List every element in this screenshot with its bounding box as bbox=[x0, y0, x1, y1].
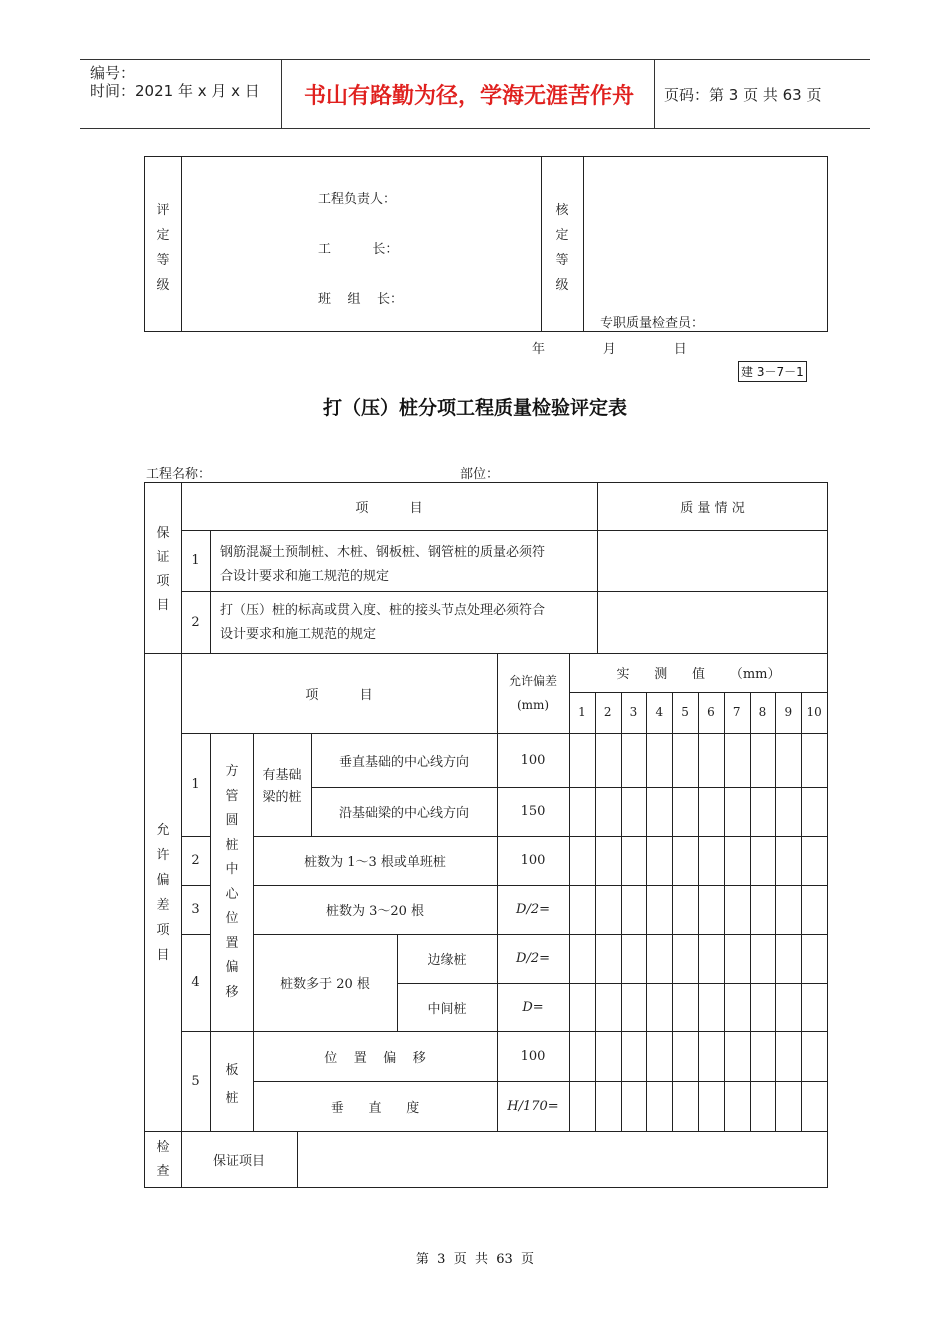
guarantee-side-text bbox=[153, 522, 173, 618]
vertical-char: 圆 bbox=[225, 813, 239, 828]
measure-column-header: 9 bbox=[784, 705, 793, 719]
deviation-side-text bbox=[153, 818, 173, 968]
divider bbox=[297, 1131, 298, 1187]
vertical-char: 偏 bbox=[156, 873, 170, 888]
measure-column-line bbox=[698, 692, 699, 1131]
form-code: 建 3－7－1 bbox=[738, 361, 807, 382]
deviation-sub-item: 中间桩 bbox=[427, 1001, 467, 1017]
motto: 书山有路勤为径，学海无涯苦作舟 bbox=[303, 83, 634, 109]
deviation-side-label bbox=[153, 818, 173, 968]
allow-value: 100 bbox=[520, 1048, 546, 1064]
vertical-char: 检 bbox=[156, 1140, 170, 1155]
measure-column-line bbox=[672, 692, 673, 1131]
vertical-char: 目 bbox=[156, 598, 170, 613]
vertical-char: 证 bbox=[156, 550, 170, 565]
inspector-label: 专职质量检查员： bbox=[600, 316, 705, 331]
deviation-item: 垂直基础的中心线方向 bbox=[338, 754, 469, 770]
team-leader-label: 班 组 长： bbox=[318, 292, 404, 307]
vertical-char: 查 bbox=[156, 1164, 170, 1179]
vertical-char: 允 bbox=[156, 823, 170, 838]
vertical-char: 偏 bbox=[225, 960, 239, 975]
measure-column-header: 5 bbox=[681, 705, 689, 719]
row-no: 5 bbox=[191, 1073, 200, 1089]
row-no: 3 bbox=[191, 902, 200, 917]
measure-column-line bbox=[801, 692, 802, 1131]
guarantee-row-text bbox=[220, 599, 545, 647]
deviation-item: 位 置 偏 移 bbox=[324, 1050, 426, 1066]
vertical-char: 管 bbox=[225, 788, 239, 804]
vertical-char: 级 bbox=[555, 278, 569, 293]
row-no: 4 bbox=[191, 975, 200, 990]
project-name-label: 工程名称： bbox=[146, 467, 212, 482]
deviation-item: 垂 直 度 bbox=[330, 1100, 420, 1116]
vertical-char: 置 bbox=[225, 935, 239, 951]
page-info: 页码：第 3 页 共 63 页 bbox=[664, 85, 822, 104]
guarantee-item-header: 项 目 bbox=[355, 500, 423, 516]
guarantee-side-label bbox=[153, 522, 173, 618]
divider bbox=[583, 157, 584, 331]
allow-value: H/170= bbox=[507, 1098, 559, 1114]
guarantee-row-text bbox=[220, 541, 545, 589]
location-label: 部位： bbox=[460, 467, 500, 482]
measure-column-header: 4 bbox=[655, 705, 664, 719]
pile-group-text bbox=[222, 760, 242, 1005]
time-label: 时间：2021 年 x 月 x 日 bbox=[90, 82, 260, 100]
rating-side-text bbox=[153, 198, 173, 298]
deviation-sub-item: 边缘桩 bbox=[427, 953, 467, 968]
vertical-char: 许 bbox=[156, 848, 170, 863]
guarantee-row-no: 2 bbox=[191, 614, 200, 630]
deviation-item: 桩数为 3～20 根 bbox=[325, 904, 425, 919]
allow-header bbox=[497, 660, 569, 726]
guarantee-quality-header: 质 量 情 况 bbox=[680, 500, 745, 516]
vertical-char: 定 bbox=[555, 228, 569, 243]
foreman-label: 工 长： bbox=[318, 242, 399, 257]
vertical-char: 级 bbox=[156, 278, 170, 293]
board-pile-text bbox=[222, 1057, 242, 1113]
measure-column-header: 3 bbox=[629, 705, 638, 719]
guarantee-row-line: 钢筋混凝土预制桩、木桩、钢板桩、钢管桩的质量必须符 bbox=[220, 545, 546, 560]
allow-value: 100 bbox=[520, 752, 546, 768]
vertical-char: 保 bbox=[156, 526, 170, 541]
vertical-char: 板 bbox=[225, 1063, 239, 1078]
row-no: 2 bbox=[191, 853, 200, 868]
page-title: 打（压）桩分项工程质量检验评定表 bbox=[322, 397, 627, 419]
divider bbox=[181, 530, 827, 531]
allow-value: 150 bbox=[520, 804, 546, 819]
vertical-char: 位 bbox=[225, 911, 239, 926]
vertical-char: 项 bbox=[156, 923, 170, 938]
measure-column-line bbox=[621, 692, 622, 1131]
row-no: 1 bbox=[191, 777, 200, 792]
vertical-char: 中 bbox=[225, 862, 239, 877]
rating-table bbox=[144, 156, 828, 332]
deviation-item: 桩数为 1～3 根或单班桩 bbox=[304, 855, 446, 870]
page-header bbox=[80, 59, 870, 129]
page-footer: 第 3 页 共 63 页 bbox=[415, 1252, 535, 1267]
verify-side-label bbox=[552, 198, 572, 298]
vertical-char: 项 bbox=[156, 574, 170, 589]
measure-column-header: 1 bbox=[578, 705, 586, 719]
vertical-char: 定 bbox=[156, 228, 170, 243]
measure-column-header: 7 bbox=[732, 705, 741, 719]
measure-column-header: 8 bbox=[758, 705, 767, 719]
vertical-char: 移 bbox=[225, 984, 239, 1000]
doc-number-label: 编号： bbox=[90, 64, 136, 82]
divider bbox=[541, 157, 542, 331]
vertical-char: 桩 bbox=[225, 1091, 239, 1106]
pile-group-label bbox=[222, 760, 242, 1005]
allow-value: D= bbox=[522, 999, 544, 1015]
vertical-char: 方 bbox=[225, 764, 239, 779]
allow-value: 100 bbox=[520, 853, 546, 868]
divider bbox=[210, 733, 211, 1131]
measure-column-header: 6 bbox=[707, 705, 715, 719]
measure-column-line bbox=[750, 692, 751, 1131]
measure-column-line bbox=[724, 692, 725, 1131]
guarantee-row-line: 打（压）桩的标高或贯入度、桩的接头节点处理必须符合 bbox=[220, 603, 546, 618]
board-pile-label bbox=[222, 1057, 242, 1113]
measured-header: 实 测 值 （mm） bbox=[616, 667, 781, 682]
vertical-char: 核 bbox=[555, 203, 569, 218]
measure-column-header: 10 bbox=[806, 705, 822, 719]
allow-value: D/2= bbox=[516, 951, 550, 966]
verify-side-text bbox=[552, 198, 572, 298]
vertical-char: 等 bbox=[156, 253, 170, 268]
engineer-label: 工程负责人： bbox=[318, 192, 397, 207]
measure-column-line bbox=[775, 692, 776, 1131]
check-guarantee-label: 保证项目 bbox=[212, 1154, 265, 1169]
vertical-char: 等 bbox=[555, 253, 569, 268]
date-label: 年 月 日 bbox=[532, 342, 687, 357]
allow-header-line: (mm) bbox=[516, 698, 550, 712]
divider bbox=[181, 591, 827, 592]
vertical-char: 目 bbox=[156, 948, 170, 963]
guarantee-row-line: 合设计要求和施工规范的规定 bbox=[220, 569, 390, 584]
beam-label: 有基础梁的桩 bbox=[262, 768, 302, 805]
allow-header-line: 允许偏差 bbox=[508, 674, 557, 688]
deviation-item: 沿基础梁的中心线方向 bbox=[338, 806, 469, 821]
vertical-char: 差 bbox=[156, 898, 170, 913]
guarantee-row-line: 设计要求和施工规范的规定 bbox=[220, 627, 377, 642]
measure-column-header: 2 bbox=[603, 705, 612, 719]
allow-value: D/2= bbox=[516, 902, 550, 917]
guarantee-row-no: 1 bbox=[191, 553, 200, 568]
deviation-item: 桩数多于 20 根 bbox=[280, 977, 370, 992]
rating-side-label bbox=[153, 198, 173, 298]
divider bbox=[181, 157, 182, 331]
check-side-label bbox=[153, 1136, 173, 1184]
vertical-char: 评 bbox=[156, 203, 170, 218]
check-side-text bbox=[153, 1136, 173, 1184]
deviation-item-header: 项 目 bbox=[305, 687, 373, 703]
measure-column-line bbox=[646, 692, 647, 1131]
vertical-char: 桩 bbox=[225, 837, 239, 853]
vertical-char: 心 bbox=[225, 886, 239, 902]
measure-column-line bbox=[595, 692, 596, 1131]
header-meta bbox=[90, 64, 260, 100]
